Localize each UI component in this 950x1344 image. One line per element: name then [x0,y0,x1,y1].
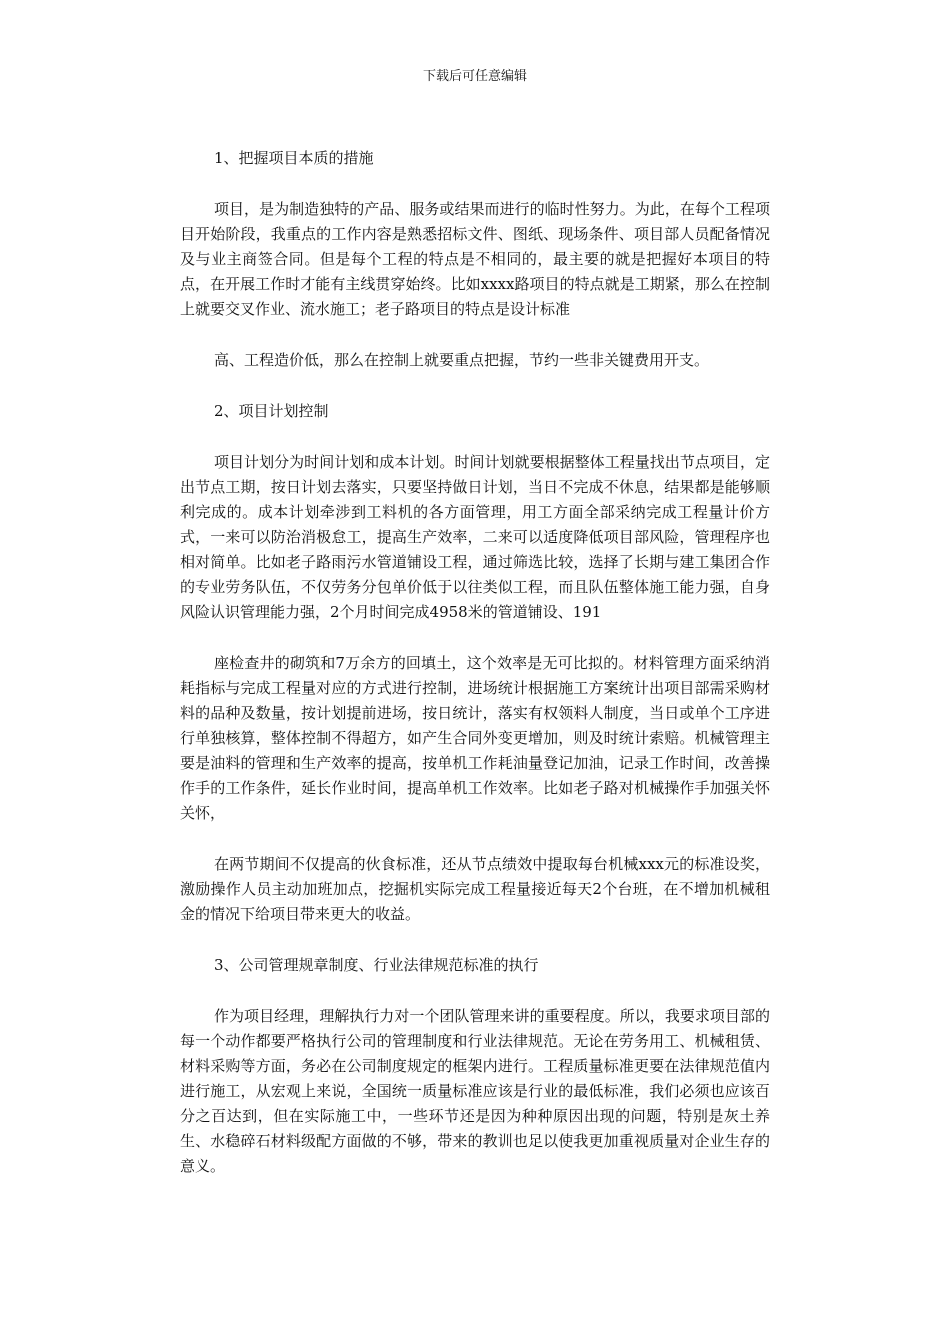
paragraph-materials-machinery: 座检查井的砌筑和7万余方的回填土，这个效率是无可比拟的。材料管理方面采纳消耗指标与完成工程量对应的方式进行控制，进场统计根据施工方案统计出项目部需采购材料的品种及数量，按计划提前进场，按日统计，落实有权领料人制度，当日或单个工序进行单独核算，整体控制不得超方，如产生合同外变更增加，则及时统计索赔。机械管理主要是油料的管理和生产效率的提高，按单机工作耗油量登记加油，记录工作时间，改善操作手的工作条件，延长作业时间，提高单机工作效率。比如老子路对机械操作手加强关怀关怀， [180,654,770,822]
spacer [180,826,770,852]
spacer [180,978,770,1004]
spacer [180,424,770,450]
spacer [180,625,770,651]
paragraph-project-essence: 项目，是为制造独特的产品、服务或结果而进行的临时性努力。为此，在每个工程项目开始阶段，我重点的工作内容是熟悉招标文件、图纸、现场条件、项目部人员配备情况及与业主商签合同。但是每个工程的特点是不相同的，最主要的就是把握好本项目的特点，在开展工作时才能有主线贯穿始终。比如xxxx路项目的特点就是工期紧，那么在控制上就要交叉作业、流水施工；老子路项目的特点是设计标准 [180,200,770,318]
download-note: 下载后可任意编辑 [422,69,527,84]
paragraph-plan-control: 项目计划分为时间计划和成本计划。时间计划就要根据整体工程量找出节点项目，定出节点工期，按日计划去落实，只要坚持做日计划，当日不完成不休息，结果都是能够顺利完成的。成本计划牵涉到工料机的各方面管理，用工方面全部采纳完成工程量计价方式，一来可以防治消极怠工，提高生产效率，二来可以适度降低项目部风险，管理程序也相对简单。比如老子路雨污水管道铺设工程，通过筛选比较，选择了长期与建工集团合作的专业劳务队伍，不仅劳务分包单价低于以往类似工程，而且队伍整体施工能力强，自身风险认识管理能力强，2个月时间完成4958米的管道铺设、191 [180,453,770,621]
section-heading-1: 1、把握项目本质的措施 [214,149,374,167]
section-heading-3: 3、公司管理规章制度、行业法律规范标准的执行 [214,956,539,974]
document-body [180,146,770,1179]
spacer [180,322,770,348]
paragraph-cost-control: 高、工程造价低，那么在控制上就要重点把握，节约一些非关键费用开支。 [214,351,710,369]
spacer [180,373,770,399]
paragraph-regulations: 作为项目经理，理解执行力对一个团队管理来讲的重要程度。所以，我要求项目部的每一个动作都要严格执行公司的管理制度和行业法律规范。无论在劳务用工、机械租赁、材料采购等方面，务必在公司制度规定的框架内进行。工程质量标准更要在法律规范值内进行施工，从宏观上来说，全国统一质量标准应该是行业的最低标准，我们必须也应该百分之百达到，但在实际施工中，一些环节还是因为种种原因出现的问题，特别是灰土养生、水稳碎石材料级配方面做的不够，带来的教训也足以使我更加重视质量对企业生存的意义。 [180,1007,770,1175]
section-heading-2: 2、项目计划控制 [214,402,329,420]
spacer [180,927,770,953]
spacer [180,171,770,197]
paragraph-incentives: 在两节期间不仅提高的伙食标准，还从节点绩效中提取每台机械xxx元的标准设奖，激励操作人员主动加班加点，挖掘机实际完成工程量接近每天2个台班，在不增加机械租金的情况下给项目带来更大的收益。 [180,855,770,923]
